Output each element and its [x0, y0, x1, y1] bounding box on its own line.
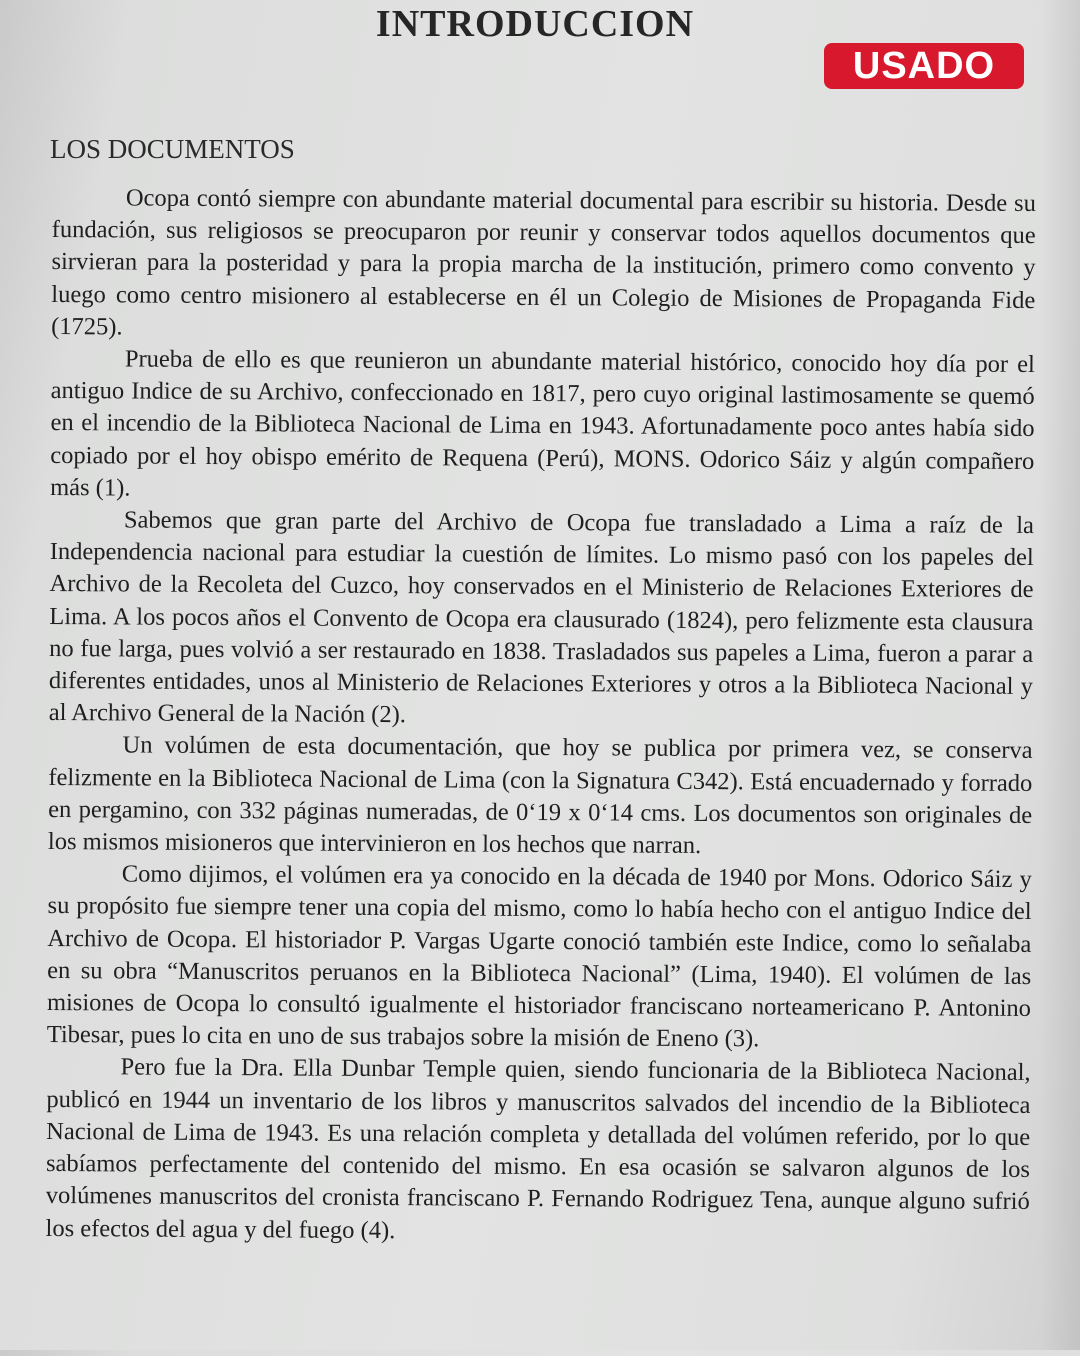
page-edge-shadow: [1040, 0, 1080, 1350]
body-text: [45, 182, 1036, 1356]
paragraph-3: Sabemos que gran parte del Archivo de Ocopa fue transladado a Lima a raíz de la Independencia nacional para estudiar la cuestión de límites. Lo mismo pasó con los papeles del Archivo de la Recoleta del Cuzco, hoy conservados en el Ministerio de Relaciones Exteriores de Lima. A los pocos años el Convento de Ocopa era clausurado (1824), pero felizmente esta clausura no fue larga, pues volvió a ser restaurado en 1838. Trasladados sus papeles a Lima, fueron a parar a diferentes entidades, unos al Ministerio de Relaciones Exteriores y otros a la Biblioteca Nacional y al Archivo General de la Nación (2).: [48, 506, 1035, 729]
paragraph-5: Como dijimos, el volúmen era ya conocido en la década de 1940 por Mons. Odorico Sáiz y su propósito fue siempre tener una copia del mismo, como lo había hecho con el antiguo Indice del Archivo de Ocopa. El historiador P. Vargas Ugarte conoció también este Indice, como lo señalaba en su obra “Manuscritos peruanos en la Biblioteca Nacional” (Lima, 1940). El volúmen de las misiones de Ocopa lo consultó igualmente el historiador franciscano norteamericano P. Antonino Tibesar, pues lo cita en uno de sus trabajos sobre la misión de Eneno (3).: [46, 860, 1032, 1053]
paragraph-2: Prueba de ello es que reunieron un abundante material histórico, conocido hoy día por el antiguo Indice de su Archivo, confeccionado en 1817, pero cuyo original lastimosamente se quemó en el incendio de la Biblioteca Nacional de Lima en 1943. Afortunadamente poco antes había sido copiado por el hoy obispo emérito de Requena (Perú), MONS. Odorico Sáiz y algún compañero más (1).: [50, 345, 1035, 502]
paragraph-4: Un volúmen de esta documentación, que hoy se publica por primera vez, se conserva felizmente en la Biblioteca Nacional de Lima (con la Signatura C342). Está encuadernado y forrado en pergamino, con 332 páginas numeradas, de 0‘19 x 0‘14 cms. Los documentos son originales de los mismos misioneros que intervinieron en los hechos que narran.: [47, 731, 1033, 860]
page-title: INTRODUCCION: [375, 3, 695, 45]
section-heading: LOS DOCUMENTOS: [50, 134, 295, 164]
used-badge: USADO: [824, 43, 1024, 89]
paragraph-1: Ocopa contó siempre con abundante material documental para escribir su historia. Desde su fundación, sus religiosos se preocuparon por reunir y conservar todos aquellos documentos que sirvieran para la posteridad y para la propia marcha de la institución, primero como convento y luego como centro misionero al establecerse en él un Colegio de Misiones de Propaganda Fide (1725).: [51, 184, 1036, 341]
paragraph-6: Pero fue la Dra. Ella Dunbar Temple quien, siendo funcionaria de la Biblioteca Nacional, publicó en 1944 un inventario de los libros y manuscritos salvados del incendio de la Biblioteca Nacional de Lima de 1943. Es una relación completa y detallada del volúmen referido, por lo que sabíamos perfectamente del contenido del mismo. En esa ocasión se salvaron algunos de los volúmenes manuscritos del cronista franciscano P. Fernando Rodriguez Tena, aunque alguno sufrió los efectos del agua y del fuego (4).: [45, 1053, 1031, 1244]
